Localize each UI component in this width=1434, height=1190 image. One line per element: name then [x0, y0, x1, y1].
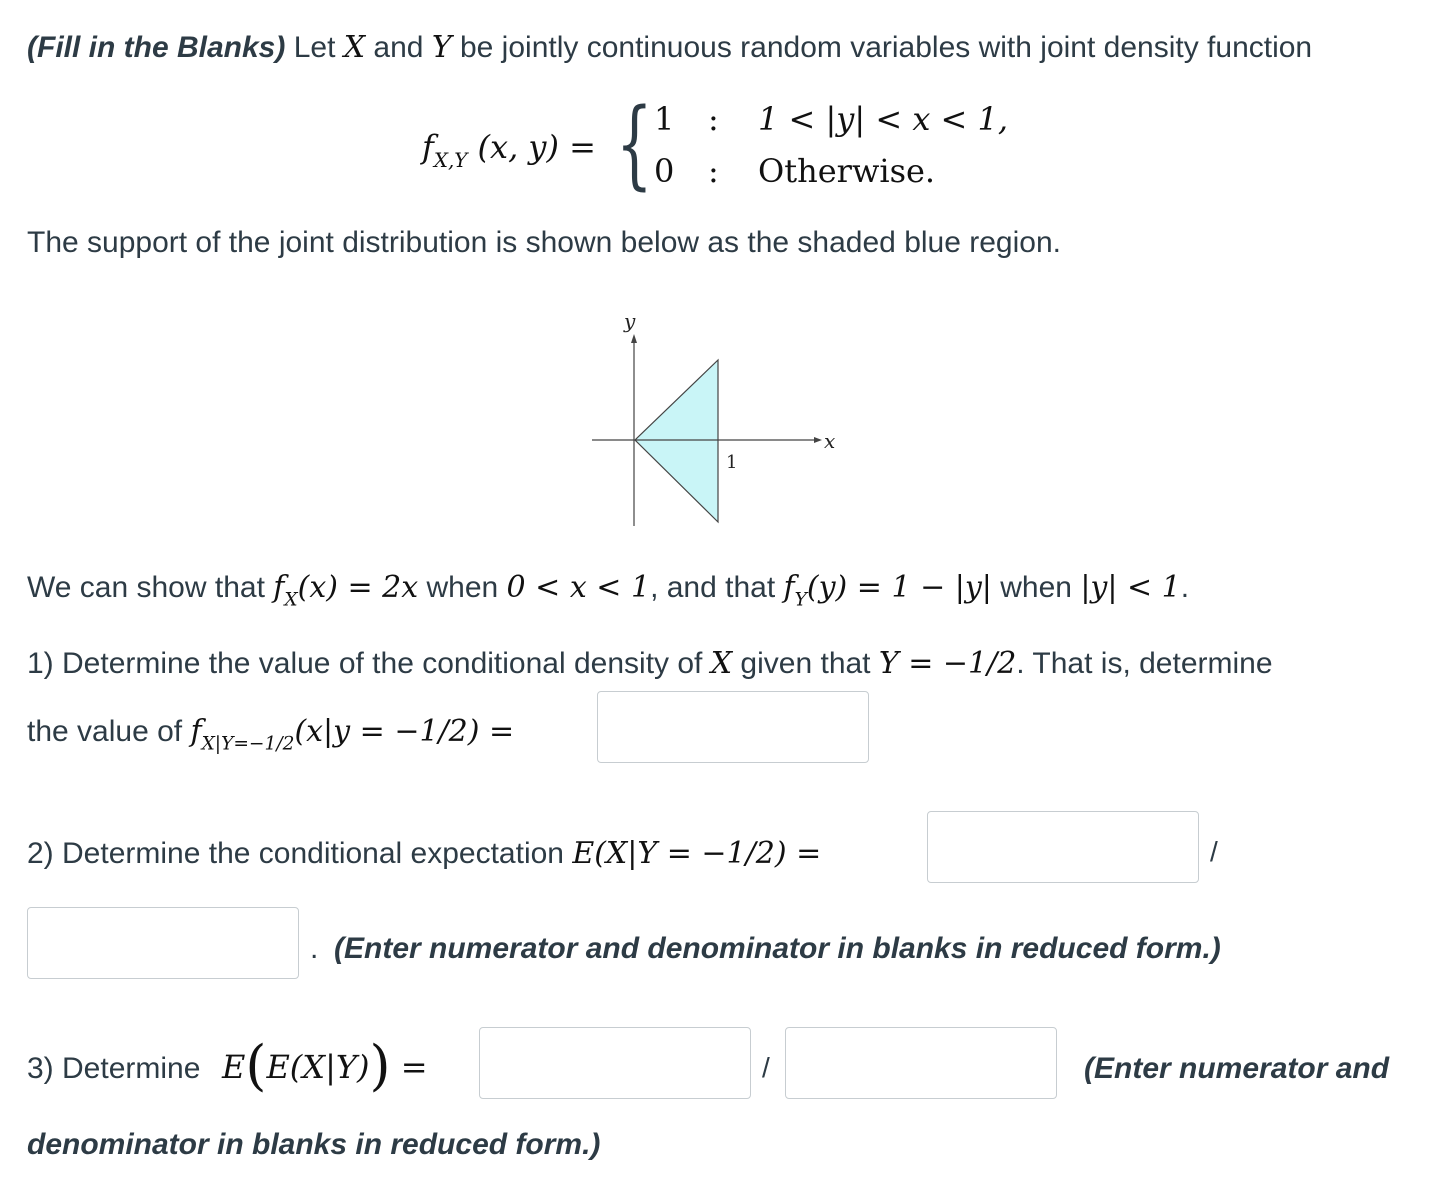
y-axis-label: y — [624, 309, 636, 333]
q3-note-part-2: denominator in blanks in reduced form.) — [27, 1128, 601, 1161]
q2-line: 2) Determine the conditional expectation E(X|Y = −1/2) = — [27, 836, 822, 871]
marginals-sentence: We can show that $f_X(x) = 2x$ when 0 < x < 1, and that $f_Y(y) = 1 - |y|$ when |y| < 1. — [27, 570, 1190, 611]
density-row-2-value: 0 — [654, 152, 675, 190]
q3-fraction-slash: / — [762, 1052, 770, 1083]
support-description: The support of the joint distribution is shown below as the shaded blue region. — [27, 226, 1061, 259]
q3-numerator-input[interactable] — [479, 1027, 751, 1099]
left-brace: { — [616, 88, 653, 200]
q2-fraction-slash: / — [1210, 836, 1218, 867]
var-Y: Y — [431, 30, 452, 65]
q2-numerator-input[interactable] — [927, 811, 1199, 883]
density-row-2-condition: Otherwise. — [758, 152, 936, 190]
density-row-1-colon: : — [708, 100, 719, 138]
q2-period: . — [310, 932, 319, 965]
support-figure — [580, 300, 860, 540]
q2-note: (Enter numerator and denominator in blanks in reduced form.) — [334, 932, 1221, 965]
density-lhs: $f_{X,Y}$ (x, y) = — [422, 128, 596, 172]
left-paren: ( — [245, 1034, 267, 1097]
right-paren: ) — [369, 1034, 391, 1097]
q1-line-1: 1) Determine the value of the conditional density of X given that Y = −1/2. That is, determine — [27, 646, 1273, 681]
var-X: X — [343, 30, 366, 65]
density-row-1-condition: 1 < |y| < x < 1, — [758, 100, 1009, 138]
q2-denominator-input[interactable] — [27, 907, 299, 979]
q3-line: 3) Determine — [27, 1052, 201, 1085]
x-axis-label: x — [824, 429, 836, 453]
density-row-2-colon: : — [708, 152, 719, 190]
q3-note-part-1: (Enter numerator and — [1084, 1052, 1390, 1085]
fill-in-blanks-tag: (Fill in the Blanks) — [27, 31, 286, 64]
x-axis-arrow — [814, 437, 822, 443]
x-tick-label-1: 1 — [726, 452, 738, 473]
y-axis-arrow — [631, 334, 637, 343]
q1-answer-input[interactable] — [597, 691, 869, 763]
support-region — [635, 360, 718, 522]
intro-line: (Fill in the Blanks) Let X and Y be jointly continuous random variables with joint density function — [27, 30, 1313, 65]
q1-line-2: the value of $f_{X|Y=-1/2}(x|y = -1/2)$ = — [27, 714, 515, 755]
q3-expression: E(E(X|Y)) = — [222, 1034, 428, 1097]
q3-denominator-input[interactable] — [785, 1027, 1057, 1099]
density-row-1-value: 1 — [654, 100, 675, 138]
